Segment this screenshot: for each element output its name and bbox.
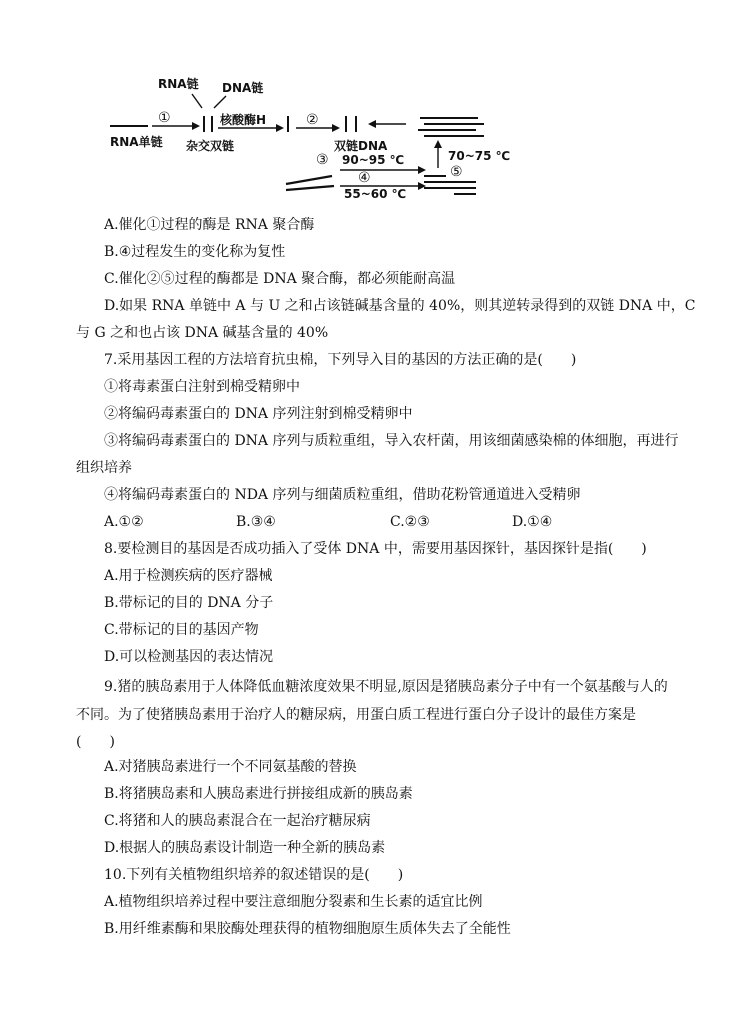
q9-option-a: A.对猪胰岛素进行一个不同氨基酸的替换 bbox=[104, 759, 357, 775]
q6-option-a: A.催化①过程的酶是 RNA 聚合酶 bbox=[104, 217, 315, 233]
step-1-marker: ① bbox=[158, 110, 171, 126]
q6-option-b: B.④过程发生的变化称为复性 bbox=[104, 244, 286, 260]
q9-stem-line3: ( ) bbox=[76, 734, 115, 750]
q6-option-c: C.催化②⑤过程的酶都是 DNA 聚合酶，都必须能耐高温 bbox=[104, 271, 456, 287]
q7-option-b: B.③④ bbox=[236, 514, 276, 530]
q8-option-b: B.带标记的目的 DNA 分子 bbox=[104, 595, 274, 611]
q7-statement-3-line2: 组织培养 bbox=[76, 460, 132, 476]
q7-option-d: D.①④ bbox=[512, 514, 553, 530]
double-dna-label: 双链DNA bbox=[334, 139, 388, 153]
step-3-marker: ③ bbox=[316, 152, 329, 168]
q8-stem: 8.要检测目的基因是否成功插入了受体 DNA 中，需要用基因探针，基因探针是指( ) bbox=[104, 541, 647, 557]
q8-option-a: A.用于检测疾病的医疗器械 bbox=[104, 568, 273, 584]
step-4-marker: ④ bbox=[358, 170, 371, 186]
step-5-marker: ⑤ bbox=[450, 164, 463, 180]
q9-stem-line2: 不同。为了使猪胰岛素用于治疗人的糖尿病，用蛋白质工程进行蛋白分子设计的最佳方案是 bbox=[76, 707, 636, 723]
q7-stem: 7.采用基因工程的方法培育抗虫棉，下列导入目的基因的方法正确的是( ) bbox=[104, 352, 577, 368]
rna-single-label: RNA单链 bbox=[110, 135, 163, 149]
q9-option-b: B.将猪胰岛素和人胰岛素进行拼接组成新的胰岛素 bbox=[104, 786, 413, 802]
extend-temp-label: 70~75 ℃ bbox=[448, 149, 511, 163]
step-2-marker: ② bbox=[306, 112, 319, 128]
q9-option-d: D.根据人的胰岛素设计制造一种全新的胰岛素 bbox=[104, 840, 386, 856]
q8-option-c: C.带标记的目的基因产物 bbox=[104, 622, 259, 638]
q10-option-a: A.植物组织培养过程中要注意细胞分裂素和生长素的适宜比例 bbox=[104, 894, 483, 910]
q9-option-c: C.将猪和人的胰岛素混合在一起治疗糖尿病 bbox=[104, 813, 371, 829]
q10-stem: 10.下列有关植物组织培养的叙述错误的是( ) bbox=[104, 867, 404, 883]
q7-option-c: C.②③ bbox=[390, 514, 430, 530]
q7-statement-4: ④将编码毒素蛋白的 NDA 序列与细菌质粒重组，借助花粉管通道进入受精卵 bbox=[104, 487, 581, 503]
reverse-transcription-pcr-diagram bbox=[100, 72, 580, 212]
rna-chain-label: RNA链 bbox=[158, 77, 199, 91]
anneal-temp-label: 55~60 ℃ bbox=[344, 187, 407, 201]
q8-option-d: D.可以检测基因的表达情况 bbox=[104, 649, 274, 665]
hybrid-label: 杂交双链 bbox=[186, 139, 235, 153]
q7-statement-2: ②将编码毒素蛋白的 DNA 序列注射到棉受精卵中 bbox=[104, 406, 413, 422]
q10-option-b: B.用纤维素酶和果胶酶处理获得的植物细胞原生质体失去了全能性 bbox=[104, 921, 511, 937]
q7-option-a: A.①② bbox=[104, 514, 144, 530]
q9-stem-line1: 9.猪的胰岛素用于人体降低血糖浓度效果不明显,原因是猪胰岛素分子中有一个氨基酸与人的 bbox=[104, 679, 668, 695]
q7-statement-1: ①将毒素蛋白注射到棉受精卵中 bbox=[104, 379, 300, 395]
denature-temp-label: 90~95 ℃ bbox=[342, 153, 405, 167]
rnase-h-label: 核酸酶H bbox=[220, 113, 267, 127]
q7-statement-3-line1: ③将编码毒素蛋白的 DNA 序列与质粒重组，导入农杆菌，用该细菌感染棉的体细胞，再进行 bbox=[104, 433, 679, 449]
dna-chain-label: DNA链 bbox=[222, 81, 264, 95]
q6-option-d-line1: D.如果 RNA 单链中 A 与 U 之和占该链碱基含量的 40%，则其逆转录得到的双链 DNA 中，C bbox=[104, 298, 696, 314]
q6-option-d-line2: 与 G 之和也占该 DNA 碱基含量的 40% bbox=[76, 325, 329, 341]
